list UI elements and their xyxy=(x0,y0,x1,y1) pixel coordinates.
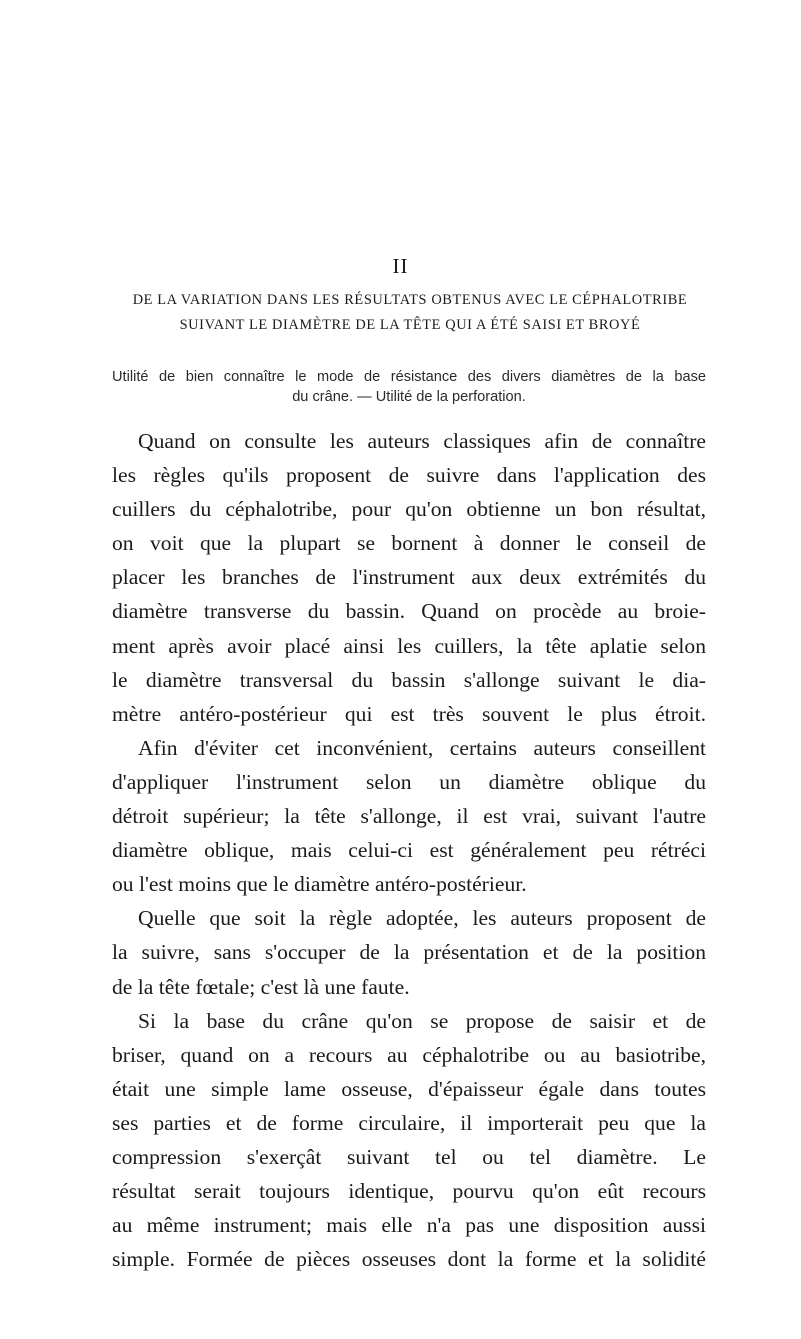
body-line: Quand on consulte les auteurs classiques afin de connaître xyxy=(138,429,706,453)
body-line: diamètre transverse du bassin. Quand on procède au broie- xyxy=(112,599,706,624)
summary-line: Utilité de bien connaître le mode de résistance des divers diamètres de la base xyxy=(112,369,706,385)
body-line: d'appliquer l'instrument selon un diamètre oblique du xyxy=(112,769,706,794)
body-line: Quelle que soit la règle adoptée, les auteurs proposent de xyxy=(138,906,706,931)
body-line: placer les branches de l'instrument aux deux extrémités du xyxy=(112,565,706,590)
body-line: briser, quand on a recours au céphalotribe ou au basiotribe, xyxy=(112,1042,706,1067)
body-line: mètre antéro-postérieur qui est très souvent le plus étroit. xyxy=(112,701,706,726)
body-line: le diamètre transversal du bassin s'allonge suivant le dia- xyxy=(112,667,706,692)
chapter-title-line: SUIVANT LE DIAMÈTRE DE LA TÊTE QUI A ÉTÉ SAISI ET BROYÉ xyxy=(179,317,641,333)
body-line: était une simple lame osseuse, d'épaisseur égale dans toutes xyxy=(112,1076,706,1101)
body-line: la suivre, sans s'occuper de la présentation et de la position xyxy=(112,940,706,965)
body-line: Afin d'éviter cet inconvénient, certains auteurs conseillent xyxy=(138,735,706,760)
chapter-number: II xyxy=(392,254,409,278)
chapter-title-line: DE LA VARIATION DANS LES RÉSULTATS OBTENUS AVEC LE CÉPHALOTRIBE xyxy=(132,292,688,308)
body-line: ses parties et de forme circulaire, il importerait peu que la xyxy=(112,1110,706,1135)
chapter-summary xyxy=(112,367,706,407)
body-line: au même instrument; mais elle n'a pas une disposition aussi xyxy=(112,1213,706,1238)
body-line: ment après avoir placé ainsi les cuillers, la tête aplatie selon xyxy=(112,633,706,658)
body-line: Si la base du crâne qu'on se propose de saisir et de xyxy=(138,1008,706,1033)
body-line: on voit que la plupart se bornent à donner le conseil de xyxy=(112,531,706,556)
summary-line: du crâne. — Utilité de la perforation. xyxy=(292,389,526,405)
body-text xyxy=(112,424,706,1276)
body-line: simple. Formée de pièces osseuses dont la forme et la solidité xyxy=(112,1247,706,1272)
chapter-title xyxy=(60,288,760,338)
body-line: détroit supérieur; la tête s'allonge, il est vrai, suivant l'autre xyxy=(112,804,706,829)
body-line: cuillers du céphalotribe, pour qu'on obtienne un bon résultat, xyxy=(112,497,706,522)
body-line: résultat serait toujours identique, pourvu qu'on eût recours xyxy=(112,1179,706,1204)
body-line: de la tête fœtale; c'est là une faute. xyxy=(112,974,410,999)
body-line: ou l'est moins que le diamètre antéro-postérieur. xyxy=(112,872,527,897)
body-line: les règles qu'ils proposent de suivre dans l'application des xyxy=(112,463,706,488)
body-line: compression s'exerçât suivant tel ou tel diamètre. Le xyxy=(112,1144,706,1169)
body-line: diamètre oblique, mais celui-ci est généralement peu rétréci xyxy=(112,838,706,863)
